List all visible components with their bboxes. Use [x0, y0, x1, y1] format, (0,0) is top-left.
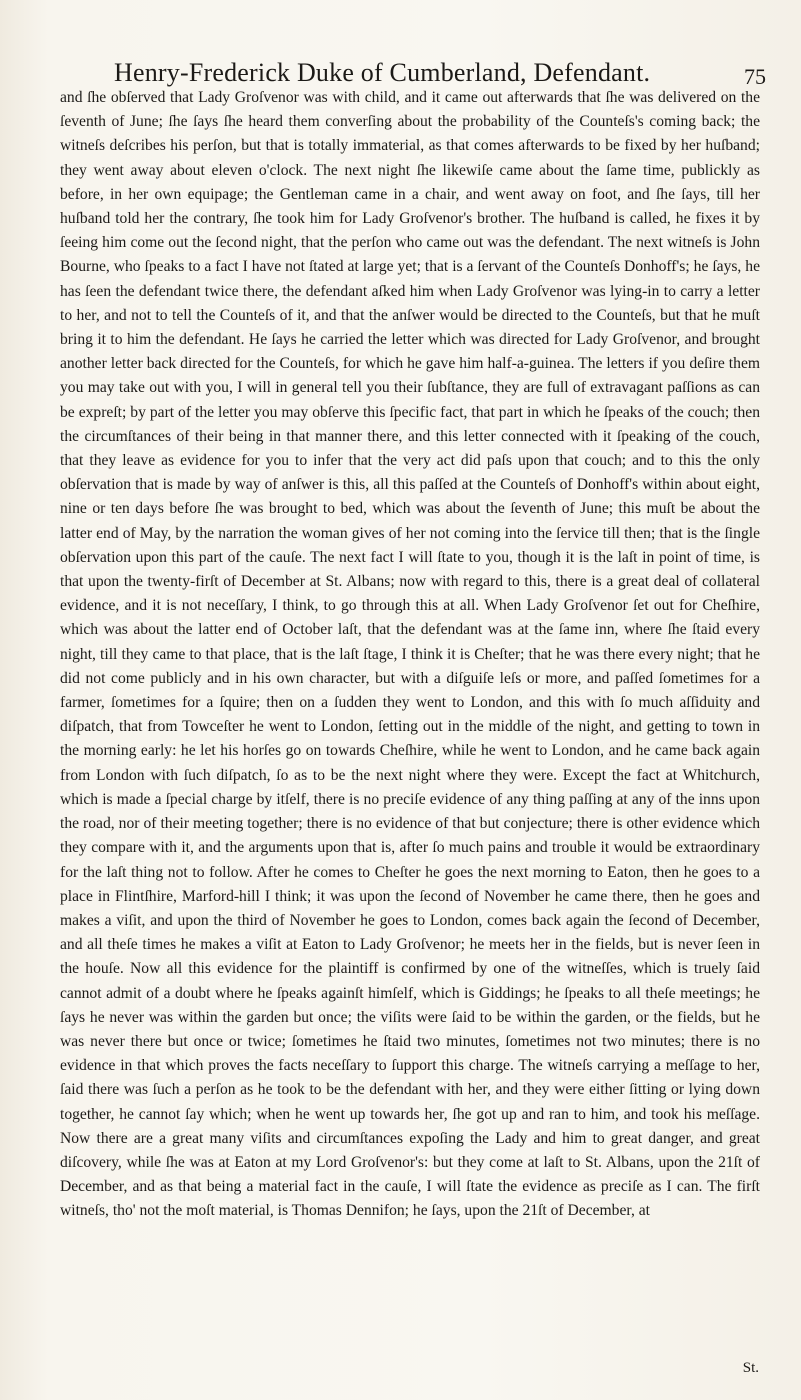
catchword: St.	[742, 1360, 759, 1376]
body-text	[60, 86, 760, 1224]
body-paragraph: and ſhe obſerved that Lady Groſvenor was with child, and it came out afterwards that ſhe was delivered on the ſeventh of June; ſhe ſays ſhe heard them converſing about the probability of the Counteſs's coming back; the witneſs deſcribes his perſon, but that is totally immaterial, as that comes afterwards to be fixed by her huſband; they went away about eleven o'clock. The next night ſhe likewiſe came about the ſame time, publickly as before, in her own equipage; the Gentleman came in a chair, and went away on foot, and ſhe ſays, till her huſband told her the contrary, ſhe took him for Lady Groſvenor's brother. The huſband is called, he fixes it by ſeeing him come out the ſecond night, that the perſon who came out was the defendant. The next witneſs is John Bourne, who ſpeaks to a fact I have not ſtated at large yet; that is a ſervant of the Counteſs Donhoff's; he ſays, he has ſeen the defendant twice there, the defendant aſked him when Lady Groſvenor was lying-in to carry a letter to her, and not to tell the Counteſs of it, and that the anſwer would be directed to the Counteſs, but that he muſt bring it to him the defendant. He ſays he carried the letter which was directed for Lady Groſvenor, and brought another letter back directed for the Counteſs, for which he gave him half-a-guinea. The letters if you deſire them you may take out with you, I will in general tell you their ſubſtance, they are full of extravagant paſſions as can be expreſt; by part of the letter you may obſerve this ſpecific fact, that part in which he ſpeaks of the couch; then the circumſtances of their being in that manner there, and this letter connected with it ſpeaking of the couch, that they leave as evidence for you to infer that the very act did paſs upon that couch; and to this the only obſervation that is made by way of anſwer is this, all this paſſed at the Counteſs of Donhoff's within about eight, nine or ten days before ſhe was brought to bed, which was about the ſeventh of June; this muſt be about the latter end of May, by the narration the woman gives of her not coming into the ſervice till then; that is the ſingle obſervation upon this part of the cauſe. The next fact I will ſtate to you, though it is the laſt in point of time, is that upon the twenty-firſt of December at St. Albans; now with regard to this, there is a great deal of collateral evidence, and it is not neceſſary, I think, to go through this at all. When Lady Groſvenor ſet out for Cheſhire, which was about the latter end of October laſt, that the defendant was at the ſame inn, where ſhe ſtaid every night, till they came to that place, that is the laſt ſtage, I think it is Cheſter; that he was there every night; that he did not come publicly and in his own character, but with a diſguiſe leſs or more, and paſſed ſometimes for a farmer, ſometimes for a ſquire; then on a ſudden they went to London, and this with ſo much aſſiduity and diſpatch, that from Towceſter he went to London, ſetting out in the middle of the night, and getting to town in the morning early: he let his horſes go on towards Cheſhire, while he went to London, and he came back again from London with ſuch diſpatch, ſo as to be the next night where they were. Except the fact at Whitchurch, which is made a ſpecial charge by itſelf, there is no preciſe evidence of any thing paſſing at any of the inns upon the road, nor of their meeting together; there is no evidence of that but conjecture; there is other evidence which they compare with it, and the arguments upon that is, after ſo much pains and trouble it would be extraordinary for the laſt thing not to follow. After he comes to Cheſter he goes the next morning to Eaton, then he goes to a place in Flintſhire, Marford-hill I think; it was upon the ſecond of November he came there, then he goes and makes a viſit, and upon the third of November he goes to London, comes back again the ſecond of December, and all theſe times he makes a viſit at Eaton to Lady Groſvenor; he meets her in the fields, but is never ſeen in the houſe. Now all this evidence for the plaintiff is confirmed by one of the witneſſes, which is truely ſaid cannot admit of a doubt where he ſpeaks againſt himſelf, which is Giddings; he ſpeaks to all theſe meetings; he ſays he never was within the garden but once; the viſits were ſaid to be within the garden, or the fields, but he was never there but once or twice; ſometimes he ſtaid two minutes, ſometimes not two minutes; there is no evidence in that which proves the facts neceſſary to ſupport this charge. The witneſs carrying a meſſage to her, ſaid there was ſuch a perſon as he took to be the defendant with her, and they were either ſitting or lying down together, he cannot ſay which; when he went up towards her, ſhe got up and ran to him, and took his meſſage. Now there are a great many viſits and circumſtances expoſing the Lady and him to great danger, and great diſcovery, while ſhe was at Eaton at my Lord Groſvenor's: but they come at laſt to St. Albans, upon the 21ſt of December, and as that being a material fact in the cauſe, I will ſtate the evidence as preciſe as I can. The firſt witneſs, tho' not the moſt material, is Thomas Dennifon; he ſays, upon the 21ſt of December, at	[60, 89, 760, 1220]
running-head-title: Henry-Frederick Duke of Cumberland, Defendant.	[114, 58, 651, 87]
page-number: 75	[744, 64, 766, 89]
